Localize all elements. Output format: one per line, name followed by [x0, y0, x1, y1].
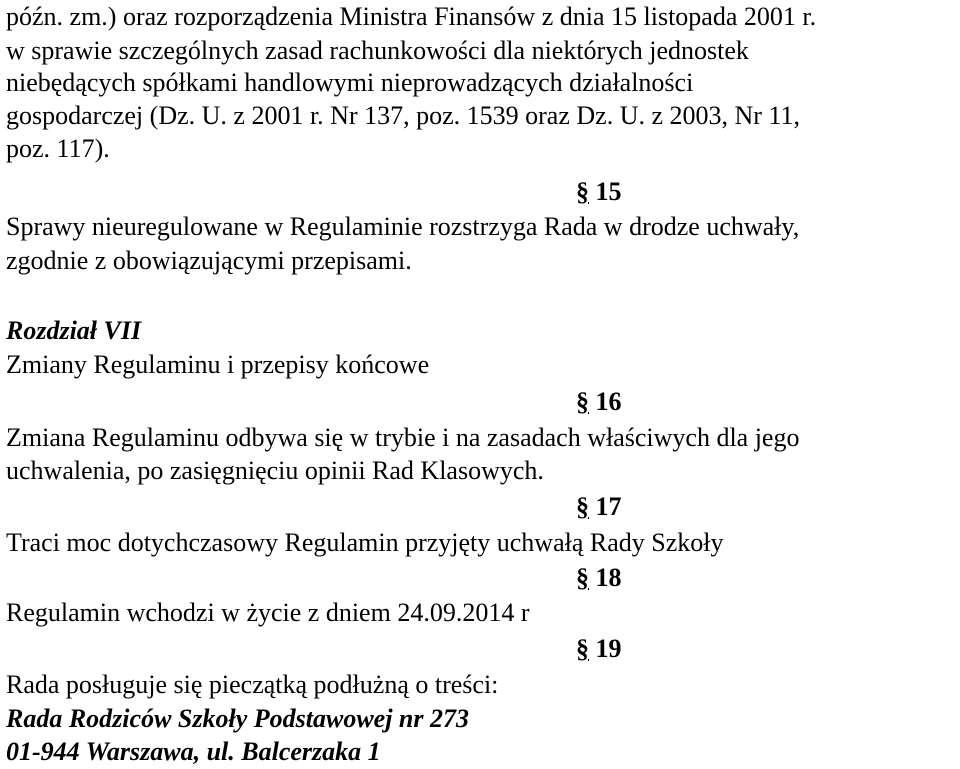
stamp-text-line-1: Rada Rodziców Szkoły Podstawowej nr 273: [6, 704, 469, 733]
section-number: 15: [595, 177, 622, 206]
section-number: 16: [595, 387, 622, 416]
section-sign: §: [576, 177, 589, 206]
section-17-heading: [576, 492, 622, 522]
section-sign: §: [576, 387, 589, 416]
paragraph-15-line-1: Sprawy nieuregulowane w Regulaminie rozstrzyga Rada w drodze uchwały,: [6, 212, 800, 241]
paragraph-16-line-2: uchwalenia, po zasięgnięciu opinii Rad Klasowych.: [6, 456, 544, 485]
section-18-heading: [576, 563, 622, 593]
paragraph-15-line-2: zgodnie z obowiązującymi przepisami.: [6, 246, 412, 275]
section-16-heading: [576, 387, 622, 417]
intro-line-3: niebędących spółkami handlowymi nieprowadzących działalności: [6, 68, 694, 97]
intro-line-1: późn. zm.) oraz rozporządzenia Ministra Finansów z dnia 15 listopada 2001 r.: [6, 2, 817, 31]
paragraph-19-line-1: Rada posługuje się pieczątką podłużną o treści:: [6, 670, 499, 699]
section-number: 18: [595, 563, 622, 592]
section-number: 17: [595, 492, 622, 521]
section-number: 19: [595, 634, 622, 663]
intro-line-2: w sprawie szczególnych zasad rachunkowości dla niektórych jednostek: [6, 36, 749, 65]
intro-line-5: poz. 117).: [6, 134, 110, 163]
intro-line-4: gospodarczej (Dz. U. z 2001 r. Nr 137, poz. 1539 oraz Dz. U. z 2003, Nr 11,: [6, 101, 800, 130]
chapter-label: Rozdział VII: [6, 316, 142, 345]
paragraph-18-line-1: Regulamin wchodzi w życie z dniem 24.09.2014 r: [6, 598, 530, 627]
section-sign: §: [576, 563, 589, 592]
section-sign: §: [576, 492, 589, 521]
section-sign: §: [576, 634, 589, 663]
section-19-heading: [576, 634, 622, 664]
stamp-text-line-2: 01-944 Warszawa, ul. Balcerzaka 1: [6, 737, 381, 766]
chapter-title: Zmiany Regulaminu i przepisy końcowe: [6, 350, 430, 379]
paragraph-17-line-1: Traci moc dotychczasowy Regulamin przyjęty uchwałą Rady Szkoły: [6, 528, 724, 557]
paragraph-16-line-1: Zmiana Regulaminu odbywa się w trybie i na zasadach właściwych dla jego: [6, 423, 800, 452]
section-15-heading: [576, 177, 622, 207]
